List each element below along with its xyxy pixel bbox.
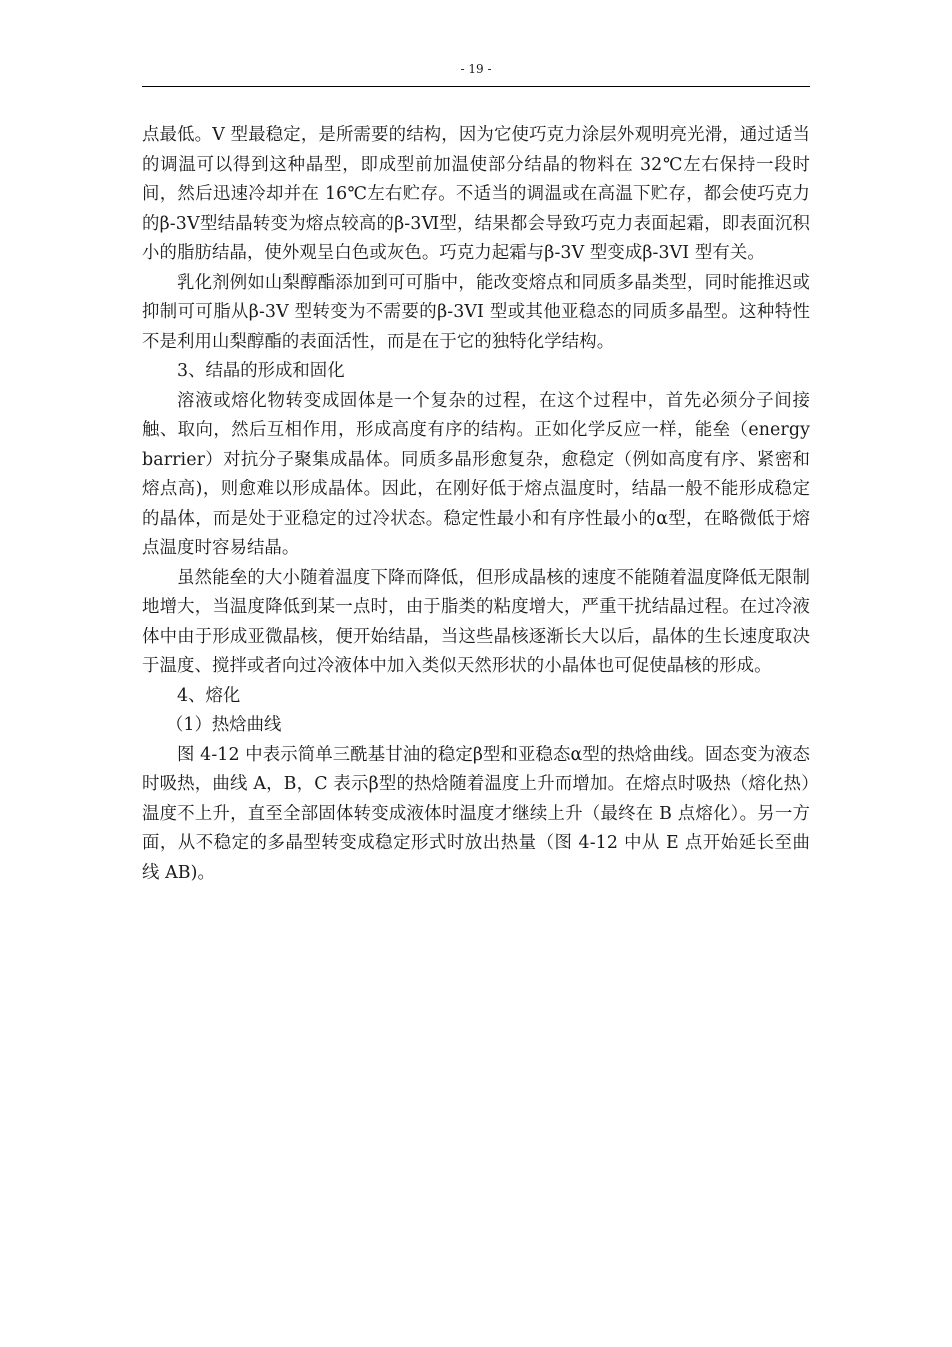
paragraph-4: 虽然能垒的大小随着温度下降而降低，但形成晶核的速度不能随着温度降低无限制地增大，当温度降低到某一点时，由于脂类的粘度增大，严重干扰结晶过程。在过冷液体中由于形成亚微晶核，便开始结晶，当这些晶核逐渐长大以后，晶体的生长速度取决于温度、搅拌或者向过冷液体中加入类似天然形状的小晶体也可促使晶核的形成。 xyxy=(142,567,810,676)
paragraph-2: 乳化剂例如山梨醇酯添加到可可脂中，能改变熔点和同质多晶类型，同时能推迟或抑制可可脂从β-3V 型转变为不需要的β-3VI 型或其他亚稳态的同质多晶型。这种特性不是利用山梨醇酯的表面活性，而是在于它的独特化学结构。 xyxy=(142,272,810,352)
section-heading-3: 3、结晶的形成和固化 xyxy=(177,361,345,381)
header-rule xyxy=(142,86,810,87)
paragraph-1: 点最低。V 型最稳定，是所需要的结构，因为它使巧克力涂层外观明亮光滑，通过适当的调温可以得到这种晶型，即成型前加温使部分结晶的物料在 32℃左右保持一段时间，然后迅速冷却并在 16℃左右贮存。不适当的调温或在高温下贮存，都会使巧克力的β-3Ⅴ型结晶转变为熔点较高的β-3Ⅵ型，结果都会导致巧克力表面起霜，即表面沉积小的脂肪结晶，使外观呈白色或灰色。巧克力起霜与β-3V 型变成β-3VI 型有关。 xyxy=(142,125,810,263)
section-heading-4: 4、熔化 xyxy=(177,685,241,706)
document-body xyxy=(142,121,810,888)
page-number: - 19 - xyxy=(460,62,492,76)
subsection-heading-4-1: （1）热焓曲线 xyxy=(166,715,282,735)
paragraph-3: 溶液或熔化物转变成固体是一个复杂的过程，在这个过程中，首先必须分子间接触、取向，然后互相作用，形成高度有序的结构。正如化学反应一样，能垒（energy barrier）对抗分子聚集成晶体。同质多晶形愈复杂，愈稳定（例如高度有序、紧密和熔点高)，则愈难以形成晶体。因此，在刚好低于熔点温度时，结晶一般不能形成稳定的晶体，而是处于亚稳定的过冷状态。稳定性最小和有序性最小的α型，在略微低于熔点温度时容易结晶。 xyxy=(142,390,810,558)
document-page xyxy=(142,60,810,888)
paragraph-5: 图 4-12 中表示简单三酰基甘油的稳定β型和亚稳态α型的热焓曲线。固态变为液态时吸热，曲线 A，B，C 表示β型的热焓随着温度上升而增加。在熔点时吸热（熔化热）温度不上升，直至全部固体转变成液体时温度才继续上升（最终在 B 点熔化）。另一方面，从不稳定的多晶型转变成稳定形式时放出热量（图 4-12 中从 E 点开始延长至曲线 AB)。 xyxy=(142,744,810,883)
